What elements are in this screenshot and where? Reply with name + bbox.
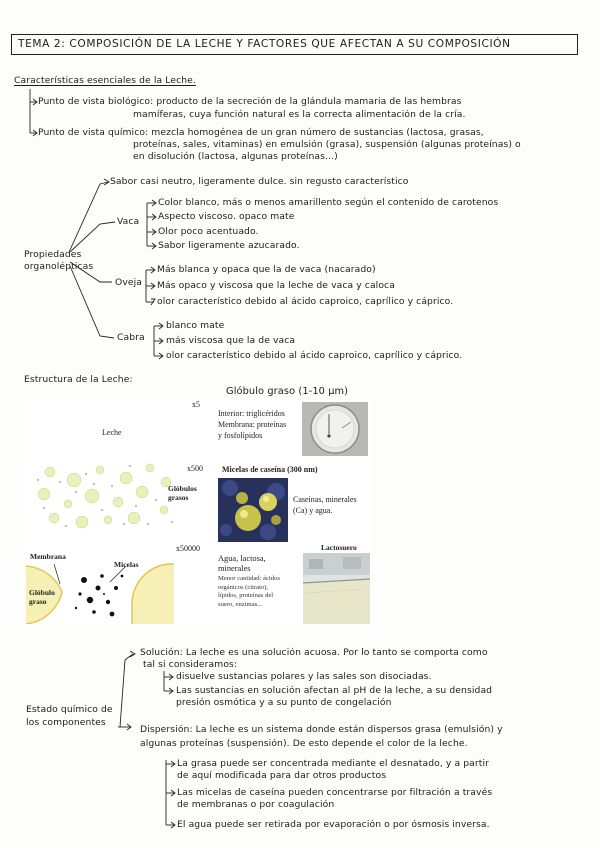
globulo-graso-2: graso	[29, 597, 47, 606]
organo-label-2: organolépticas	[24, 261, 94, 272]
globulo-graso-label	[29, 588, 55, 606]
solucion-line-1: Solución: La leche es una solución acuosa. Por lo tanto se comporta como	[140, 647, 488, 658]
dispersion-item-a-2: de aquí modificada para dar otros productos	[177, 770, 387, 781]
micelas-desc	[293, 494, 357, 516]
page-title: TEMA 2: COMPOSICIÓN DE LA LECHE Y FACTORES QUE AFECTAN A SU COMPOSICIÓN	[18, 38, 511, 50]
menor-desc-2: orgánicos (citrato),	[218, 583, 269, 591]
globulos-grasos-1: Glóbulos	[168, 484, 197, 493]
cabra-label: Cabra	[117, 332, 145, 343]
vaca-label: Vaca	[117, 216, 140, 227]
vaca-item: Aspecto viscoso. opaco mate	[158, 211, 295, 222]
lactosuero-title: Lactosuero	[321, 543, 357, 552]
section-heading-characteristics: Características esenciales de la Leche.	[14, 75, 196, 86]
dispersion-item-a-1: La grasa puede ser concentrada mediante el desnatado, y a partir	[177, 758, 489, 769]
lactosuero-photo	[303, 553, 370, 624]
solucion-item-b-1: Las sustancias en solución afectan al pH de la leche, a su densidad	[176, 685, 493, 696]
menor-desc-4: suero, enzimas...	[218, 600, 263, 608]
globulo-desc-1: Interior: triglicéridos	[218, 409, 285, 418]
agua-desc-2: minerales	[218, 564, 251, 573]
micelas-title: Micelas de caseína (300 nm)	[222, 465, 318, 474]
globulo-desc	[218, 408, 286, 441]
globulo-desc-3: y fosfolípidos	[218, 431, 263, 440]
cabra-item: blanco mate	[166, 320, 225, 331]
structure-heading: Estructura de la Leche:	[24, 374, 133, 385]
dispersion-item-c: El agua puede ser retirada por evaporación o por ósmosis inversa.	[177, 819, 490, 830]
chem-line-1: Punto de vista químico: mezcla homogénea de un gran número de sustancias (lactosa, grasas,	[38, 127, 484, 138]
organo-label-1: Propiedades	[24, 249, 82, 260]
chem-line-2: proteínas, sales, vitaminas) en emulsión (grasa), suspensión (algunas proteínas) o	[133, 139, 521, 150]
bio-line-2: mamíferas, cuya función natural es la correcta alimentación de la cría.	[133, 109, 466, 120]
dispersion-line-1: Dispersión: La leche es un sistema donde están dispersos grasa (emulsión) y	[140, 724, 503, 735]
globulos-grasos-label	[168, 484, 197, 502]
dispersion-item-b-1: Las micelas de caseína pueden concentrarse por filtración a través	[177, 787, 493, 798]
sabor-line: Sabor casi neutro, ligeramente dulce. sin regusto característico	[110, 176, 409, 187]
micelas-label: Micelas	[114, 560, 139, 569]
cabra-item: olor característico debido al ácido caproico, caprílico y cáprico.	[166, 350, 463, 361]
agua-desc	[218, 554, 266, 574]
vaca-item: Olor poco acentuado.	[158, 226, 259, 237]
micelas-desc-2: (Ca) y agua.	[293, 506, 333, 515]
petri-photo	[302, 402, 368, 456]
zoom-x50000: x50000	[176, 544, 200, 553]
micelas-photo	[218, 478, 288, 542]
solucion-item-a: disuelve sustancias polares y las sales son disociadas.	[176, 671, 432, 682]
solucion-item-b-2: presión osmótica y a su punto de congelación	[176, 697, 392, 708]
dispersion-item-b-2: de membranas o por coagulación	[177, 799, 335, 810]
dispersion-line-2: algunas proteínas (suspensión). De esto depende el color de la leche.	[140, 738, 468, 749]
globulos-grasos-2: grasos	[168, 493, 189, 502]
bio-line-1: Punto de vista biológico: producto de la secreción de la glándula mamaria de las hembras	[38, 96, 462, 107]
chem-line-3: en disolución (lactosa, algunas proteínas...)	[133, 151, 338, 162]
globules-illustration	[30, 460, 180, 530]
globulo-desc-2: Membrana: proteínas	[218, 420, 287, 429]
estado-label-1: Estado químico de	[26, 704, 113, 715]
menor-desc-1: Menor cantidad: ácidos	[218, 575, 280, 582]
micelas-desc-1: Caseínas, minerales	[293, 495, 357, 504]
agua-desc-1: Agua, lactosa,	[218, 554, 266, 563]
structure-figure	[26, 398, 372, 626]
cabra-item: más viscosa que la de vaca	[166, 335, 296, 346]
solucion-line-2: tal si consideramos:	[143, 659, 238, 670]
oveja-item: Más opaco y viscosa que la leche de vaca y caloca	[157, 280, 395, 291]
vaca-item: Sabor ligeramente azucarado.	[158, 240, 300, 251]
vaca-item: Color blanco, más o menos amarillento según el contenido de carotenos	[158, 197, 499, 208]
zoom-x5: x5	[192, 400, 200, 409]
globulo-graso-1: Glóbulo	[29, 588, 55, 597]
oveja-item: Más blanca y opaca que la de vaca (nacarado)	[157, 264, 376, 275]
globulo-heading: Glóbulo graso (1-10 µm)	[226, 386, 349, 397]
oveja-label: Oveja	[115, 277, 143, 288]
estado-label-2: los componentes	[26, 717, 106, 728]
leche-label: Leche	[102, 428, 122, 437]
menor-desc-3: lípidos, proteínas del	[218, 592, 274, 599]
oveja-item: olor característico debido al ácido caproico, caprílico y cáprico.	[157, 296, 454, 307]
menor-desc	[218, 575, 280, 609]
membrana-label: Membrana	[30, 552, 66, 561]
zoom-x500: x500	[187, 464, 203, 473]
